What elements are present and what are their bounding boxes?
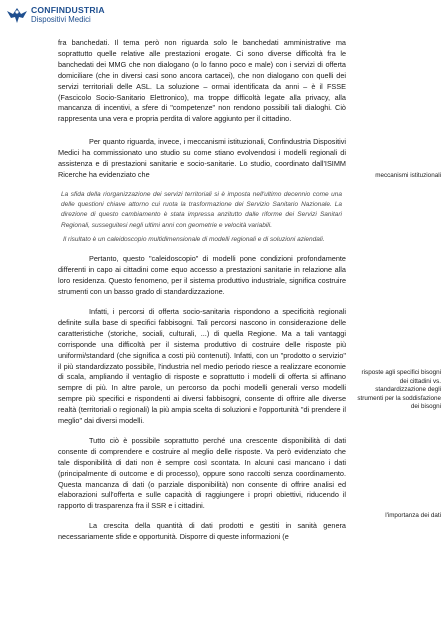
paragraph-6: La crescita della quantità di dati prodotti e gestiti in sanità genera necessariamente sfide e opportunità. Disporre di queste informazioni (e [58, 521, 346, 542]
paragraph-3: Pertanto, questo "caleidoscopio" di modelli pone condizioni profondamente differenti in capo ai cittadini come equo accesso a prestazioni sanitarie in relazione alla loro residenza. Questo fenomeno, per il sistema produttivo industriale, significa costruire strumenti con un basso grado di standardizzazione. [58, 254, 346, 297]
quote-paragraph-1: La sfida della riorganizzazione dei servizi territoriali si è imposta nell'ultimo decennio come una delle questioni chiave attorno cui ruota la trasformazione dei Servizio Sanitario Nazionale. La direzione di questo cambiamento è stata impressa anzitutto dalle riforme dei Servizi Sanitari Regionali, susseguitesi negli ultimi anni con geometrie e velocità variabili. [61, 190, 342, 229]
logo-sub-name: Dispositivi Medici [31, 15, 91, 24]
confindustria-eagle-logo-icon [5, 5, 29, 25]
quote-paragraph-2: Il risultato è un caleidoscopio multidimensionale di modelli regionali e di soluzioni aziendali. [63, 236, 325, 244]
paragraph-5: Tutto ciò è possibile soprattutto perché una crescente disponibilità di dati consente di comprendere e costruire al meglio delle risposte. Va però evidenziato che tale disponibilità di dati non è sempre così scontata. In alcuni casi mancano i dati (principalmente di outcome e di processo), oppure sono raccolti senza coordinamento. Questa mancanza di dati (o parziale disponibilità) non consente di offrire analisi ed elaborazioni sull'offerta e sulle capacità di raggiungere i propri obiettivi, riducendo il rapporto di trasparenza fra il SSR e i cittadini. [58, 435, 346, 511]
document-body [58, 38, 346, 552]
sidenote-dati: l'importanza dei dati [385, 512, 441, 519]
page-header [5, 5, 205, 27]
sidenote-risposte: risposte agli specifici bisogni dei cittadini vs. standardizzazione degli strumenti per la soddisfazione dei bisogni [357, 369, 441, 410]
logo-org-name: CONFINDUSTRIA [31, 5, 105, 15]
paragraph-4: Infatti, i percorsi di offerta socio-sanitaria rispondono a specificità regionali definite sulla base di specifici fabbisogni. Tali percorsi nascono in considerazione delle caratteristiche (storiche, sociali, culturali, ...) di quella Regione. Ma a tali vantaggi corrisponde una difficoltà per il sistema produttivo di costruire delle risposte più uniformi/standard (che significa a costi più contenuti). Infatti, con un "prodotto o servizio" il più standardizzato possibile, l'industria nel medio periodo riesce a realizzare economie di scala, ampliando il ventaglio di risposte e soprattutto i modelli di offerta si affinano sempre di più. In altre parole, un percorso da pochi modelli generali verso modelli sempre più specifici e rispondenti ai diversi fabbisogni, consente di offrire alle diverse realtà (territoriali o regionali) la più ampia scelta di soluzioni e l'opportunità "di prendere il meglio" dai diversi modelli. [58, 306, 346, 426]
paragraph-2: Per quanto riguarda, invece, i meccanismi istituzionali, Confindustria Dispositivi Medici ha commissionato uno studio su come stiano evolvendosi i modelli regionali di assistenza e di prestazioni sanitarie e socio-sanitarie. Lo studio, coordinato dall'ISIMM Ricerche ha evidenziato che [58, 137, 346, 179]
sidenote-meccanismi: meccanismi istituzionali [375, 172, 441, 179]
paragraph-1: fra banchedati. Il tema però non riguarda solo le banchedati amministrative ma soprattutto quelle relative alle prestazioni erogate. Ci sono diverse difficoltà fra le banchedati dei MMG che non dialogano (o lo fanno poco e male) con i servizi di offerta domiciliare (che in diversi casi sono ancora cartacei), che non dialogano con quelli dei servizi territoriali delle ASL. La soluzione – ormai identificata da anni – è il FSSE (Fascicolo Socio-Sanitario Elettronico), ma troppe difficoltà legate alla privacy, alla mancanza di incentivi, a sfere di "competenze" non rendono possibili tali dialoghi. Ciò rappresenta una vera e propria perdita di valore aggiunto per il cittadino. [58, 38, 346, 124]
block-quote [61, 190, 346, 245]
